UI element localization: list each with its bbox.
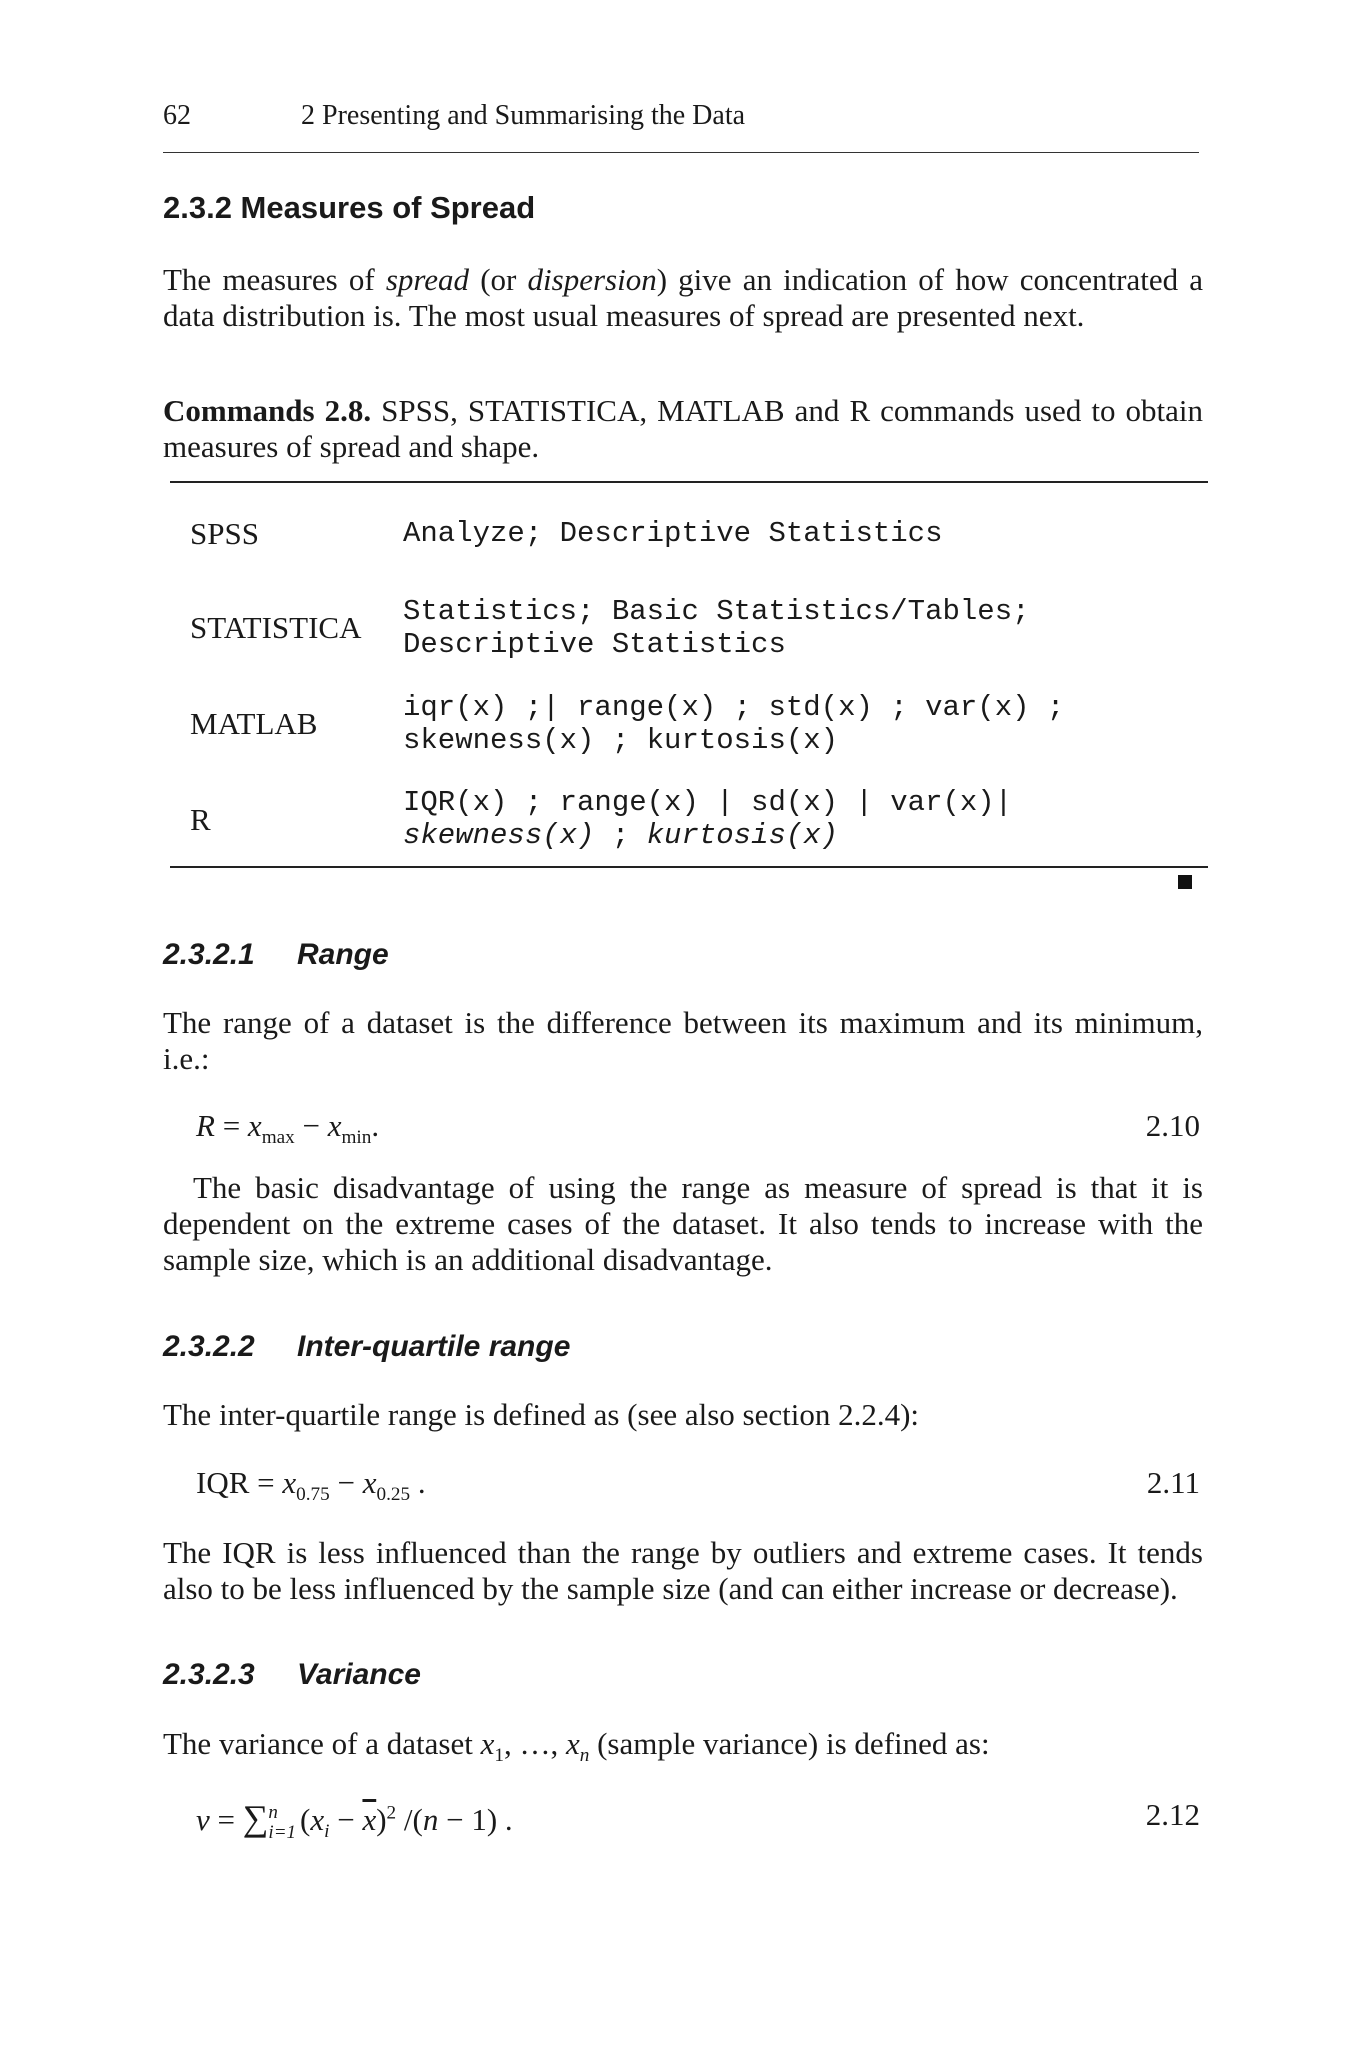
commands-label: Commands 2.8.: [163, 393, 372, 428]
section-heading: 2.3.2 Measures of Spread: [163, 190, 536, 225]
table-row-command: Analyze; Descriptive Statistics: [403, 517, 943, 550]
table-top-rule: [170, 481, 1208, 483]
table-row-tool: STATISTICA: [190, 610, 362, 645]
chapter-title: 2 Presenting and Summarising the Data: [301, 100, 746, 131]
range-paragraph: The range of a dataset is the difference between its maximum and its minimum, i.e.:: [163, 1005, 1203, 1076]
iqr-paragraph: The inter-quartile range is defined as (see also section 2.2.4):: [163, 1397, 920, 1432]
equation-number: 2.12: [1145, 1797, 1200, 1832]
iqr-equation: IQR = $x_{0.75} - x_{0.25}$ .: [196, 1465, 426, 1506]
table-row-command: Statistics; Basic Statistics/Tables; Descriptive Statistics: [403, 595, 1030, 661]
table-row-tool: SPSS: [190, 516, 259, 551]
subsection-heading-range: 2.3.2.1 Range: [163, 938, 389, 971]
commands-caption: Commands 2.8. SPSS, STATISTICA, MATLAB and R commands used to obtain measures of spread and shape.: [163, 393, 1203, 464]
intro-paragraph: The measures of spread (or dispersion) give an indication of how concentrated a data distribution is. The most usual measures of spread are presented next.: [163, 262, 1203, 333]
range-disadvantage-paragraph: The basic disadvantage of using the range as measure of spread is that it is dependent on the extreme cases of the dataset. It also tends to increase with the sample size, which is an additional disadvantage.: [163, 1170, 1203, 1277]
table-row-tool: MATLAB: [190, 706, 318, 741]
table-row-command: iqr(x) ;| range(x) ; std(x) ; var(x) ; skewness(x) ; kurtosis(x): [403, 691, 1065, 757]
table-row-command: IQR(x) ; range(x) | sd(x) | var(x)| skewness(x) ; kurtosis(x): [403, 786, 1013, 852]
subsection-heading-iqr: 2.3.2.2 Inter-quartile range: [163, 1330, 571, 1363]
table-bottom-rule: [170, 866, 1208, 868]
table-row-tool: R: [190, 802, 211, 837]
equation-number: 2.10: [1145, 1108, 1200, 1143]
subsection-heading-variance: 2.3.2.3 Variance: [163, 1658, 421, 1691]
variance-equation: v = ∑ n i=1 $(x_i - \overline{x})^2$ /(n − 1) .: [196, 1798, 513, 1843]
iqr-influence-paragraph: The IQR is less influenced than the range by outliers and extreme cases. It tends also to be less influenced by the sample size (and can either increase or decrease).: [163, 1535, 1203, 1606]
page-number: 62: [163, 100, 191, 131]
range-equation: $R = x_{max} - x_{min}$.: [196, 1108, 380, 1149]
end-of-commands-square: [1178, 875, 1192, 889]
equation-number: 2.11: [1146, 1465, 1200, 1500]
variance-paragraph: The variance of a dataset $x_1$, …, $x_n$ (sample variance) is defined as:: [163, 1726, 990, 1767]
running-header: [163, 100, 1199, 153]
